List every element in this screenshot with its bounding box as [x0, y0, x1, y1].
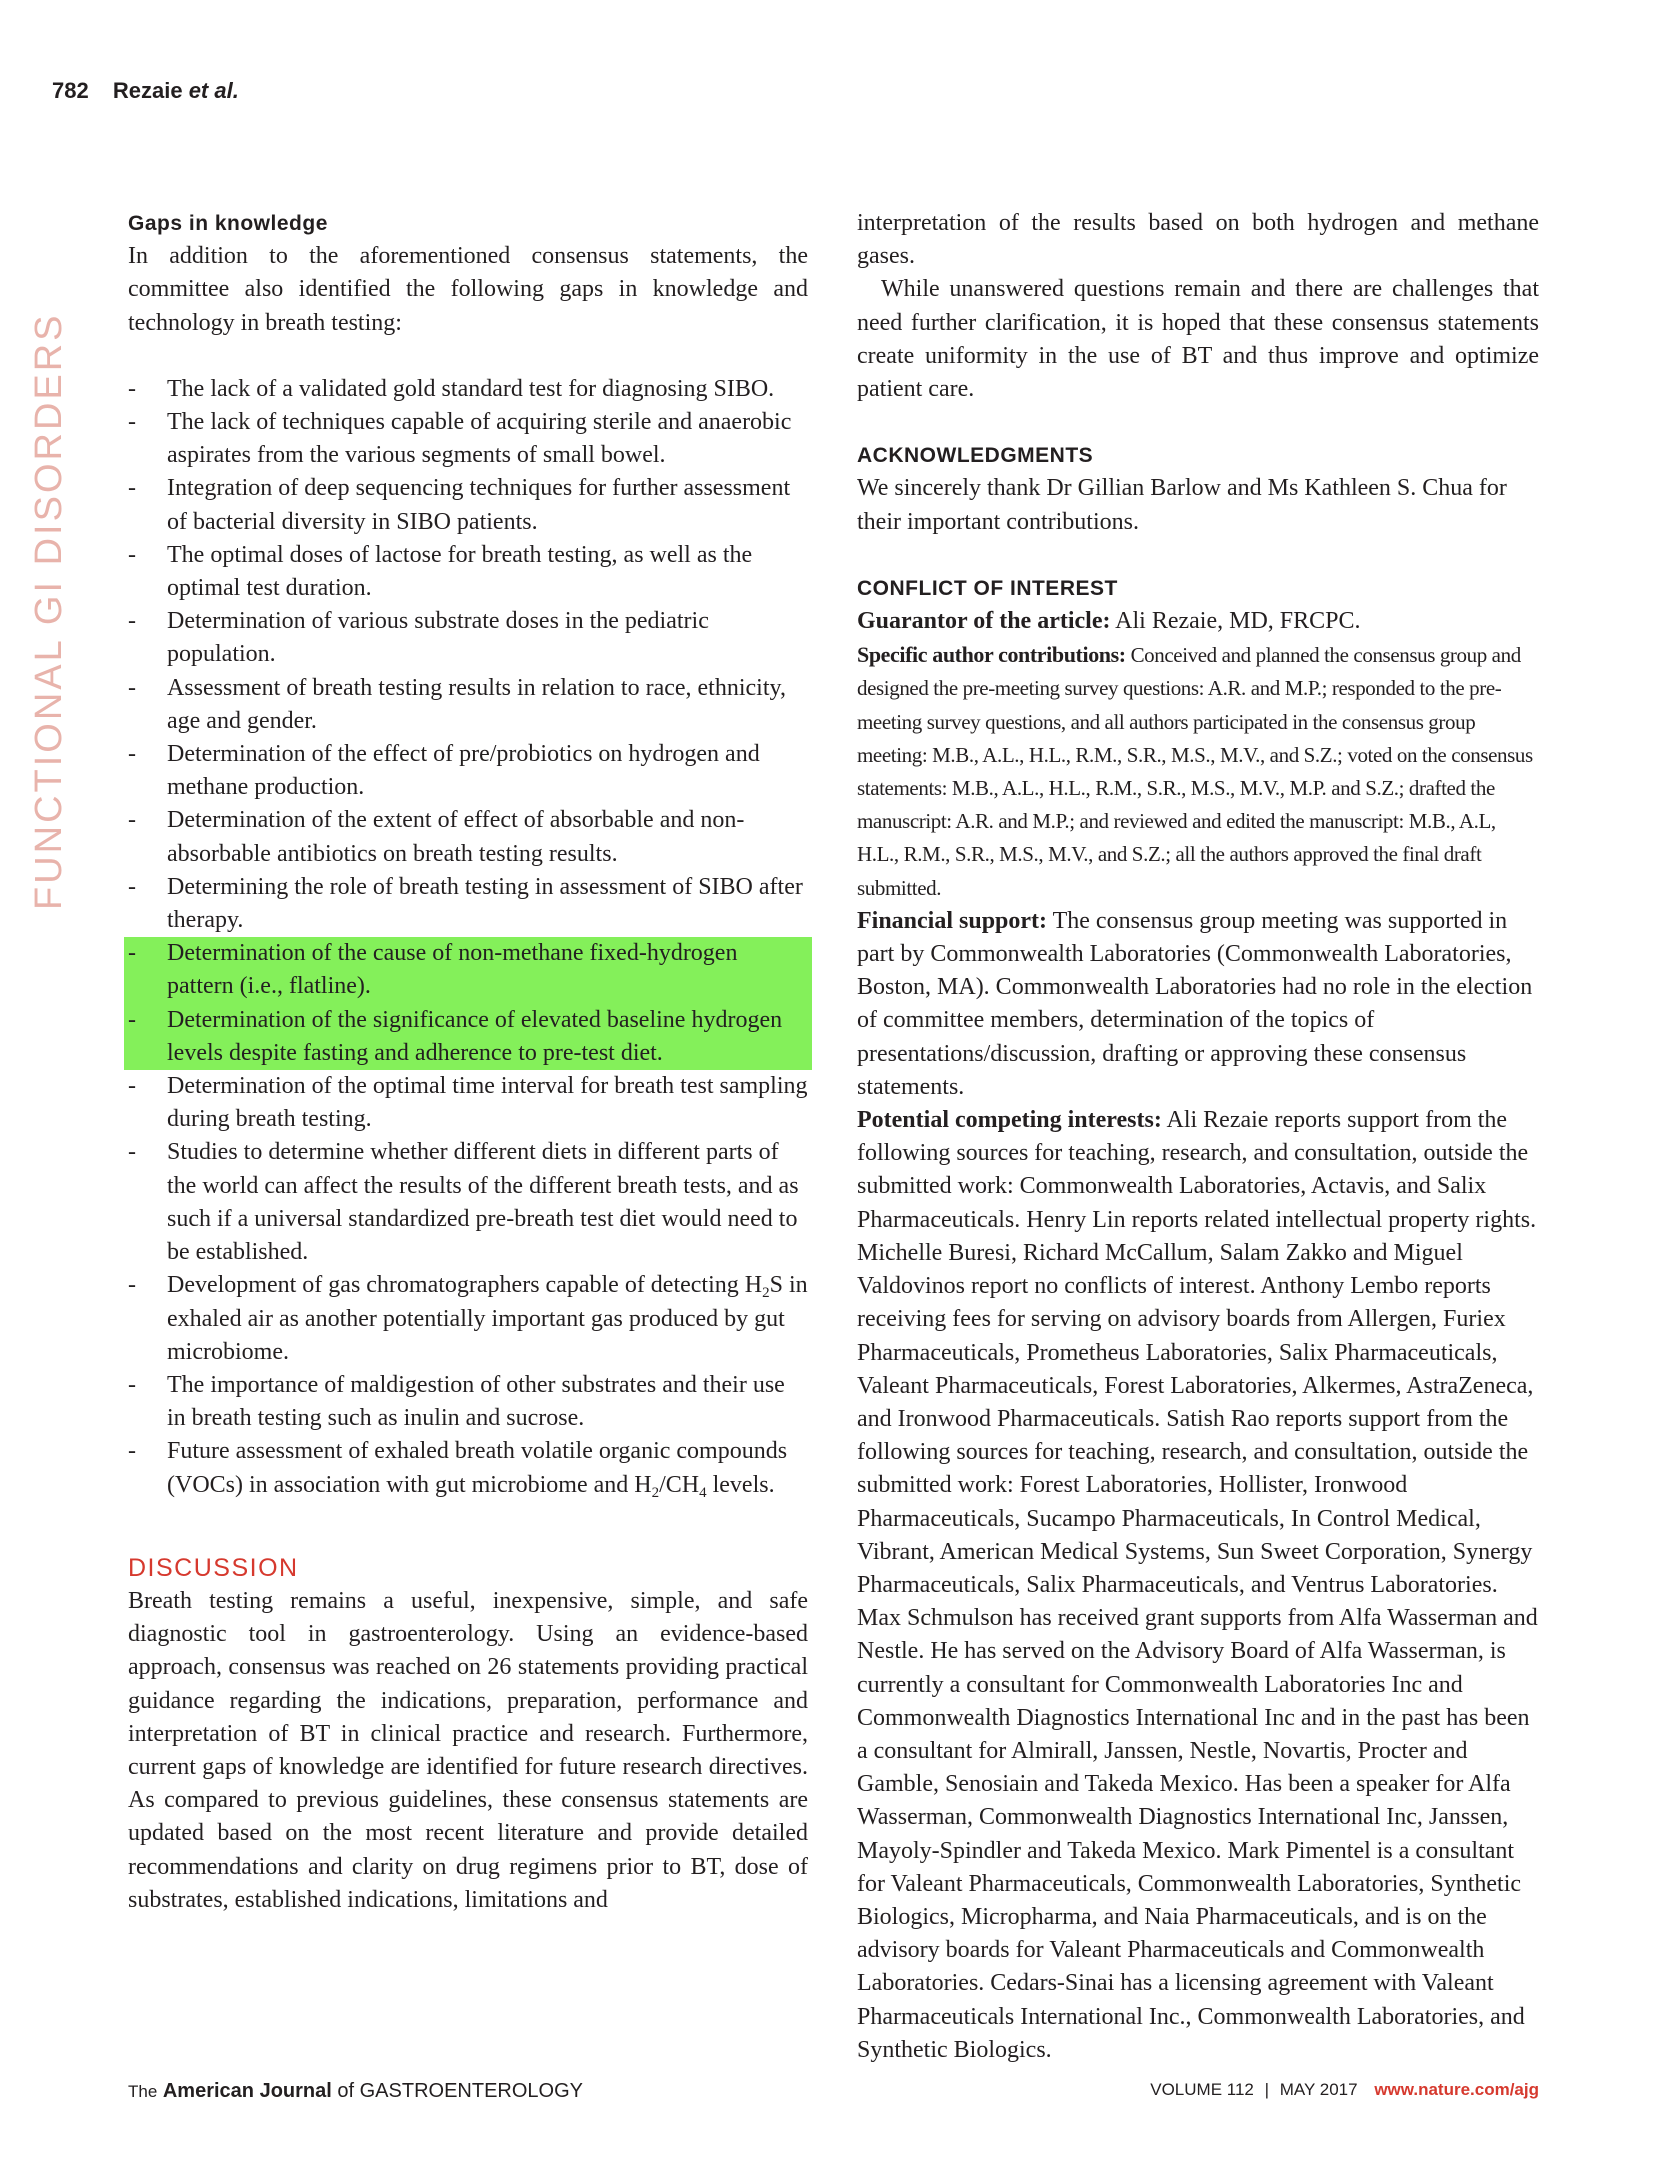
acknowledgments-title: ACKNOWLEDGMENTS	[857, 444, 1094, 468]
discussion-paragraph-2: While unanswered questions remain and there are challenges that need further clarification, it is hoped that these consensus statements create uniformity in the use of BT and thus improve and optimize patient care.	[857, 276, 1539, 403]
spacer	[857, 406, 1539, 439]
list-item: - Determination of the extent of effect of absorbable and non-absorbable antibiotics on breath testing results.	[128, 807, 745, 867]
financial-support: Financial support: The consensus group meeting was supported in part by Commonwealth Laboratories (Commonwealth Laboratories, Boston, MA). Commonwealth Laboratories had no role in the election of committee members, determination of the topics of presentations/discussion, drafting or approving these consensus statements.	[857, 907, 1533, 1100]
section-side-label: FUNCTIONAL GI DISORDERS	[28, 312, 70, 910]
list-item-highlighted: - Determination of the cause of non-methane fixed-hydrogen pattern (i.e., flatline).	[124, 937, 812, 1003]
journal-footer: The American Journal of GASTROENTEROLOGY	[128, 2080, 583, 2102]
running-authors: Rezaie	[112, 78, 183, 103]
spacer	[128, 340, 808, 373]
list-item: - Determination of various substrate doses in the pediatric population.	[128, 608, 709, 668]
right-column	[857, 207, 1539, 2067]
list-item: - Integration of deep sequencing techniques for further assessment of bacterial diversity in SIBO patients.	[128, 475, 791, 535]
list-item: - Determination of the effect of pre/probiotics on hydrogen and methane production.	[128, 741, 760, 801]
list-item: - Future assessment of exhaled breath volatile organic compounds (VOCs) in association with gut microbiome and $H_2/CH_4$ levels.	[128, 1438, 788, 1501]
guarantor: Guarantor of the article: Ali Rezaie, MD, FRCPC.	[857, 608, 1361, 635]
list-item: - Determination of the optimal time interval for breath test sampling during breath testing.	[128, 1073, 808, 1133]
list-item: - The lack of a validated gold standard test for diagnosing SIBO.	[128, 375, 775, 402]
list-item: - Assessment of breath testing results in relation to race, ethnicity, age and gender.	[128, 674, 786, 734]
gaps-list	[128, 373, 808, 1502]
discussion-continued: interpretation of the results based on both hydrogen and methane gases.	[857, 210, 1539, 270]
competing-interests: Potential competing interests: Ali Rezaie reports support from the following sources for teaching, research, and consultation, outside the submitted work: Commonwealth Laboratories, Actavis, and Salix Pharmaceuticals. Henry Lin reports related intellectual property rights. Michelle Buresi, Richard McCallum, Salam Zakko and Miguel Valdovinos report no conflicts of interest. Anthony Lembo reports receiving fees for serving on advisory boards from Allergen, Furiex Pharmaceuticals, Prometheus Laboratories, Salix Pharmaceuticals, Valeant Pharmaceuticals, Forest Laboratories, Alkermes, AstraZeneca, and Ironwood Pharmaceuticals. Satish Rao reports support from the following sources for teaching, research, and consultation, outside the submitted work: Forest Laboratories, Hollister, Ironwood Pharmaceuticals, Sucampo Pharmaceuticals, In Control Medical, Vibrant, American Medical Systems, Sun Sweet Corporation, Synergy Pharmaceuticals, Salix Pharmaceuticals, and Ventrus Laboratories. Max Schmulson has received grant supports from Alfa Wasserman and Nestle. He has served on the Advisory Board of Alfa Wasserman, is currently a consultant for Commonwealth Laboratories Inc and Commonwealth Diagnostics International Inc and in the past has been a consultant for Almirall, Janssen, Nestle, Novartis, Procter and Gamble, Senosiain and Takeda Mexico. Has been a speaker for Alfa Wasserman, Commonwealth Diagnostics International Inc, Janssen, Mayoly-Spindler and Takeda Mexico. Mark Pimentel is a consultant for Valeant Pharmaceuticals, Commonwealth Laboratories, Synthetic Biologics, Micropharma, and Naia Pharmaceuticals, and is on the advisory boards for Valeant Pharmaceuticals and Commonwealth Laboratories. Cedars-Sinai has a licensing agreement with Valeant Pharmaceuticals International Inc., Commonwealth Laboratories, and Synthetic Biologics.	[857, 1107, 1538, 2063]
issue-date: MAY 2017	[1279, 2080, 1358, 2099]
journal-url[interactable]: www.nature.com/ajg	[1374, 2080, 1539, 2099]
author-contributions: Specific author contributions: Conceived and planned the consensus group and designed the pre-meeting survey questions: A.R. and M.P.; responded to the pre-meeting survey questions, and all authors participated in the consensus group meeting: M.B., A.L., H.L., R.M., S.R., M.S., M.V., and S.Z.; voted on the consensus statements: M.B., A.L., H.L., R.M., S.R., M.S., M.V., M.P. and S.Z.; drafted the manuscript: A.R. and M.P.; and reviewed and edited the manuscript: M.B., A.L, H.L., R.M., S.R., M.S., M.V., and S.Z.; all the authors approved the final draft submitted.	[857, 642, 1533, 900]
gaps-intro: In addition to the aforementioned consensus statements, the committee also identified the following gaps in knowledge and technology in breath testing:	[128, 243, 808, 336]
list-item: - Determining the role of breath testing in assessment of SIBO after therapy.	[128, 873, 803, 934]
running-header	[52, 78, 239, 104]
left-column	[128, 207, 808, 1917]
conflict-title: CONFLICT OF INTEREST	[857, 576, 1118, 600]
acknowledgments-text: We sincerely thank Dr Gillian Barlow and Ms Kathleen S. Chua for their important contributions.	[857, 475, 1507, 535]
spacer	[857, 539, 1539, 572]
list-item: - The optimal doses of lactose for breath testing, as well as the optimal test duration.	[128, 541, 753, 602]
page-number: 782	[52, 78, 89, 103]
discussion-title: DISCUSSION	[128, 1553, 299, 1582]
list-item: - Development of gas chromatographers capable of detecting $H_2S$ in exhaled air as another potentially important gas produced by gut microbiome.	[128, 1272, 808, 1365]
discussion-paragraph: Breath testing remains a useful, inexpensive, simple, and safe diagnostic tool in gastroenterology. Using an evidence-based approach, consensus was reached on 26 statements providing practical guidance regarding the indications, preparation, performance and interpretation of BT in clinical practice and research. Furthermore, current gaps of knowledge are identified for future research directives. As compared to previous guidelines, these consensus statements are updated based on the most recent literature and provide detailed recommendations and clarity on drug regimens prior to BT, dose of substrates, established indications, limitations and	[128, 1587, 808, 1913]
list-item-highlighted: - Determination of the significance of elevated baseline hydrogen levels despite fasting and adherence to pre-test diet.	[124, 1004, 812, 1070]
volume-footer: VOLUME 112 | MAY 2017 www.nature.com/ajg	[1150, 2080, 1539, 2099]
list-item: - The importance of maldigestion of other substrates and their use in breath testing such as inulin and sucrose.	[128, 1371, 785, 1432]
gaps-heading: Gaps in knowledge	[128, 212, 328, 235]
et-al: et al.	[188, 78, 239, 103]
list-item: - Studies to determine whether different diets in different parts of the world can affect the results of the different breath tests, and as such if a universal standardized pre-breath test diet would need to be established.	[128, 1139, 799, 1266]
volume: VOLUME 112	[1150, 2080, 1254, 2099]
list-item: - The lack of techniques capable of acquiring sterile and anaerobic aspirates from the various segments of small bowel.	[128, 409, 792, 469]
